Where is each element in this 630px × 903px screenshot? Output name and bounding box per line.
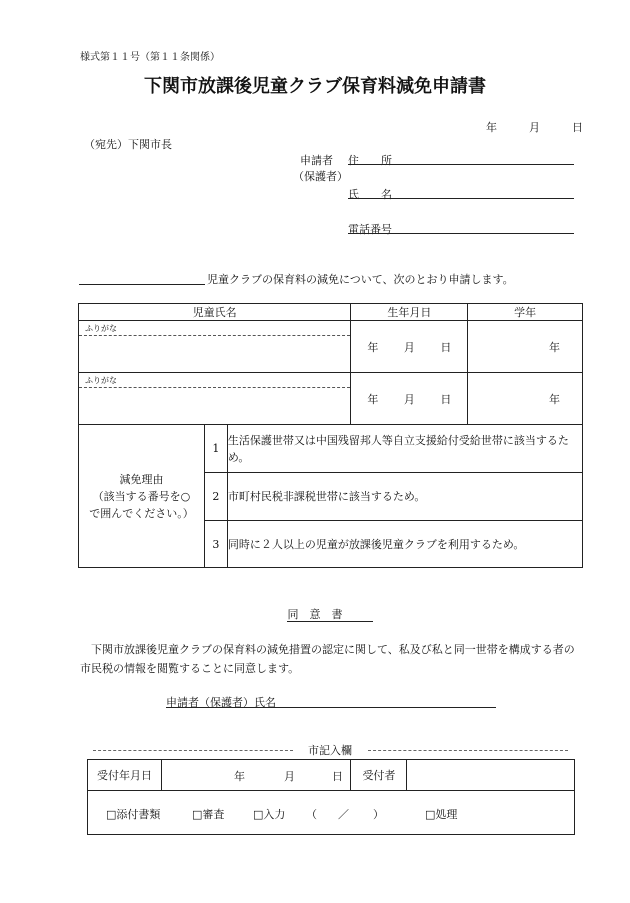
furigana-label: ふりがな — [85, 324, 117, 333]
input-slash: ／ — [338, 808, 349, 821]
reason-text-2: 市町村民税非課税世帯に該当するため。 — [227, 473, 582, 521]
furigana-label: ふりがな — [85, 376, 117, 385]
birth-date-cell[interactable]: 年 月 日 — [351, 373, 468, 425]
addressee: （宛先）下関市長 — [84, 138, 172, 151]
header-birth-date: 生年月日 — [351, 304, 468, 321]
receiver-cell[interactable] — [407, 760, 575, 791]
office-use-table — [87, 759, 575, 835]
input-paren-close: ） — [373, 808, 384, 821]
grade-cell[interactable]: 年 — [468, 373, 583, 425]
reason-label-cell: 減免理由 （該当する番号を○ で囲んでください。） — [79, 425, 205, 568]
child-name-cell[interactable] — [79, 321, 351, 373]
table-row — [79, 373, 583, 425]
office-heading: 市記入欄 — [308, 744, 352, 757]
birth-date-cell[interactable]: 年 月 日 — [351, 321, 468, 373]
grade-cell[interactable]: 年 — [468, 321, 583, 373]
furigana-divider — [79, 335, 350, 336]
signature-field[interactable] — [166, 707, 496, 708]
child-name-cell[interactable] — [79, 373, 351, 425]
name-field[interactable] — [348, 198, 574, 199]
header-grade: 学年 — [468, 304, 583, 321]
date-month: 月 — [529, 121, 540, 134]
consent-title-underline — [287, 621, 373, 622]
furigana-divider — [79, 387, 350, 388]
phone-label: 電話番号 — [348, 223, 392, 236]
heading-dash-left — [93, 750, 293, 751]
received-date-cell[interactable]: 年 月 日 — [161, 760, 351, 791]
table-row — [79, 321, 583, 373]
reason-number-2[interactable]: 2 — [204, 473, 227, 521]
page-title: 下関市放課後児童クラブ保育料減免申請書 — [144, 76, 486, 97]
club-name-field[interactable] — [79, 284, 205, 285]
intro-text: 児童クラブの保育料の減免について、次のとおり申請します。 — [207, 273, 514, 286]
reason-number-1[interactable]: 1 — [204, 425, 227, 473]
receiver-label: 受付者 — [351, 760, 407, 791]
reason-text-1: 生活保護世帯又は中国残留邦人等自立支援給付受給世帯に該当するため。 — [227, 425, 582, 473]
consent-text: 下関市放課後児童クラブの保育料の減免措置の認定に関して、私及び私と同一世帯を構成する者の市民税の情報を閲覧することに同意します。 — [80, 643, 575, 675]
form-number: 様式第１１号（第１１条関係） — [80, 52, 220, 63]
header-child-name: 児童氏名 — [79, 304, 351, 321]
phone-field[interactable] — [348, 233, 574, 234]
check-review[interactable]: □審査 — [192, 808, 225, 821]
date-day: 日 — [572, 121, 583, 134]
signature-label: 申請者（保護者）氏名 — [166, 696, 276, 709]
applicant-label: 申請者 — [300, 154, 333, 167]
address-field[interactable] — [348, 164, 574, 165]
check-attachments[interactable]: □添付書類 — [106, 808, 161, 821]
reason-number-3[interactable]: 3 — [204, 521, 227, 568]
heading-dash-right — [368, 750, 568, 751]
name-label: 氏 名 — [348, 188, 392, 201]
received-date-label: 受付年月日 — [88, 760, 162, 791]
consent-title: 同 意 書 — [287, 608, 343, 621]
reason-text-3: 同時に２人以上の児童が放課後児童クラブを利用するため。 — [227, 521, 582, 568]
address-label: 住 所 — [348, 154, 392, 167]
date-year: 年 — [486, 121, 497, 134]
check-input[interactable]: □入力 — [253, 808, 286, 821]
check-processing[interactable]: □処理 — [425, 808, 458, 821]
reason-row-1 — [79, 425, 583, 473]
process-checklist — [88, 791, 575, 835]
input-paren-open: （ — [306, 808, 317, 821]
applicant-label-guardian: （保護者） — [293, 170, 348, 183]
application-table — [78, 303, 583, 568]
